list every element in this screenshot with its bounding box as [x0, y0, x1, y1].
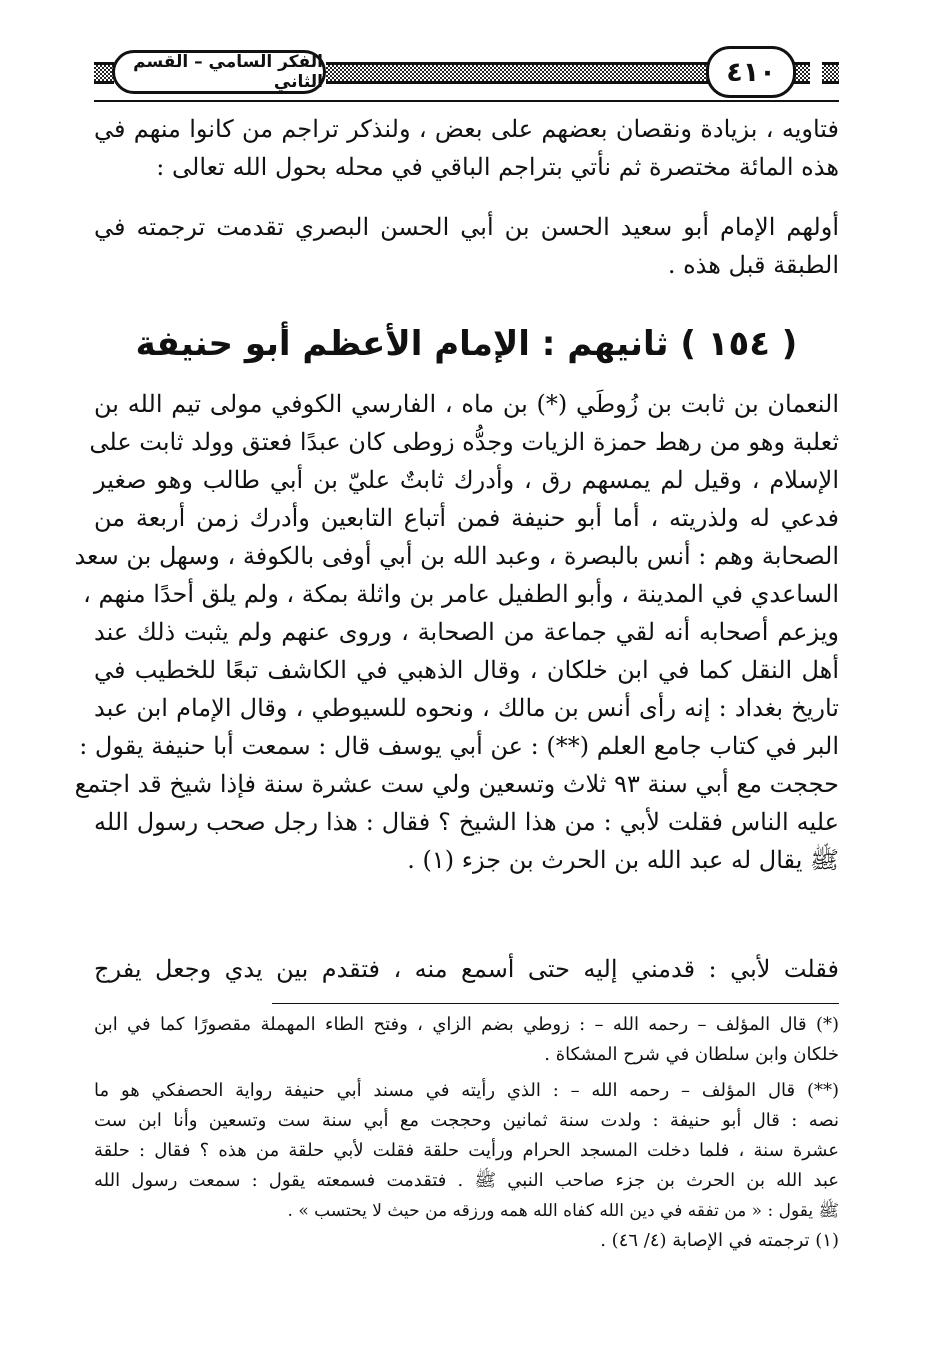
- text-line: البر في كتاب جامع العلم (**) : عن أبي يوسف قال : سمعت أبا حنيفة يقول :: [79, 732, 839, 760]
- footnote-line: (١) ترجمته في الإصابة (٤/ ٤٦) .: [600, 1230, 839, 1251]
- main-paragraph: [74, 385, 839, 879]
- page-header: [94, 44, 839, 100]
- text-line: تاريخ بغداد : إنه رأى أنس بن مالك ، ونحوه للسيوطي ، وقال الإمام ابن عبد: [94, 694, 839, 722]
- header-ornament-right: [822, 62, 839, 84]
- first-entry-paragraph: [94, 208, 839, 284]
- footnotes: [94, 1010, 839, 1256]
- text-line: فقلت لأبي : قدمني إليه حتى أسمع منه ، فتقدم بين يدي وجعل يفرج: [94, 955, 839, 983]
- footnote-line: (*) قال المؤلف – رحمه الله – : زوطي بضم الزاي ، وفتح الطاء المهملة مقصورًا كما في ابن: [94, 1014, 839, 1035]
- header-ornament-left: [94, 62, 114, 84]
- text-line: الطبقة قبل هذه .: [667, 251, 839, 279]
- entry-heading: ( ١٥٤ ) ثانيهم : الإمام الأعظم أبو حنيفة: [135, 324, 798, 364]
- page-number: ٤١٠: [706, 46, 796, 98]
- text-line: أولهم الإمام أبو سعيد الحسن بن أبي الحسن البصري تقدمت ترجمته في: [94, 213, 839, 241]
- footnote-star: [94, 1010, 839, 1070]
- footnote-line: (**) قال المؤلف – رحمه الله – : الذي رأيته في مسند أبي حنيفة رواية الحصفكي هو ما: [94, 1080, 839, 1101]
- text-line: فتاويه ، بزيادة ونقصان بعضهم على بعض ، ولنذكر تراجم من كانوا منهم في: [94, 115, 839, 143]
- header-rule: [94, 100, 839, 102]
- footnote-line: نصه : قال أبو حنيفة : ولدت سنة ثمانين وحججت مع أبي سنة ست وتسعين وأنا ابن ست: [94, 1110, 839, 1131]
- text-line: هذه المائة مختصرة ثم نأتي بتراجم الباقي في محله بحول الله تعالى :: [156, 153, 839, 181]
- intro-paragraph: [94, 110, 839, 186]
- text-line: الإسلام ، وقيل لم يمسهم رق ، وأدرك ثابتٌ عليّ بن أبي طالب وهو صغير: [94, 466, 839, 494]
- text-line: ويزعم أصحابه أنه لقي جماعة من الصحابة ، وروى عنهم ولم يثبت ذلك عند: [94, 618, 839, 646]
- text-line: ﷺ يقال له عبد الله بن الحرث بن جزء (١) .: [407, 846, 839, 874]
- text-line: عليه الناس فقلت لأبي : من هذا الشيخ ؟ فقال : هذا رجل صحب رسول الله: [94, 808, 839, 836]
- text-line: ثعلبة وهو من رهط حمزة الزيات وجدُّه زوطى كان عبدًا فعتق وولد ثابت على: [89, 428, 839, 456]
- footnote-one: [94, 1226, 839, 1256]
- footnote-separator: [272, 1003, 839, 1004]
- text-line: الساعدي في المدينة ، وأبو الطفيل عامر بن واثلة بمكة ، ولم يلق أحدًا منهم ،: [83, 580, 839, 608]
- text-line: النعمان بن ثابت بن زُوطَي (*) بن ماه ، الفارسي الكوفي مولى تيم الله بن: [94, 390, 839, 418]
- text-line: فدعي له ولذريته ، أما أبو حنيفة فمن أتباع التابعين وأدرك زمن أربعة من: [94, 504, 839, 532]
- text-line: الصحابة وهم : أنس بالبصرة ، وعبد الله بن أبي أوفى بالكوفة ، وسهل بن سعد: [74, 542, 839, 570]
- text-line: أهل النقل كما في ابن خلكان ، وقال الذهبي في الكاشف تبعًا للخطيب في: [94, 656, 839, 684]
- footnote-line: عشرة سنة ، فلما دخلت المسجد الحرام ورأيت حلقة فقلت لأبي حلقة من هذه ؟ فقال : حلقة: [94, 1140, 839, 1161]
- footnote-line: خلكان وابن سلطان في شرح المشكاة .: [544, 1044, 839, 1065]
- footnote-line: عبد الله بن الحرث بن جزء صاحب النبي ﷺ . فتقدمت فسمعته يقول : سمعت رسول الله: [94, 1170, 839, 1191]
- text-line: حججت مع أبي سنة ٩٣ ثلاث وتسعين ولي ست عشرة سنة فإذا شيخ قد اجتمع: [74, 770, 839, 798]
- running-book-title: الفكر السامي – القسم الثاني: [112, 50, 326, 94]
- continuation-paragraph: [94, 950, 839, 988]
- footnote-double-star: [94, 1076, 839, 1226]
- footnote-line: ﷺ يقول : « من تفقه في دين الله كفاه الله همه ورزقه من حيث لا يحتسب » .: [287, 1201, 839, 1221]
